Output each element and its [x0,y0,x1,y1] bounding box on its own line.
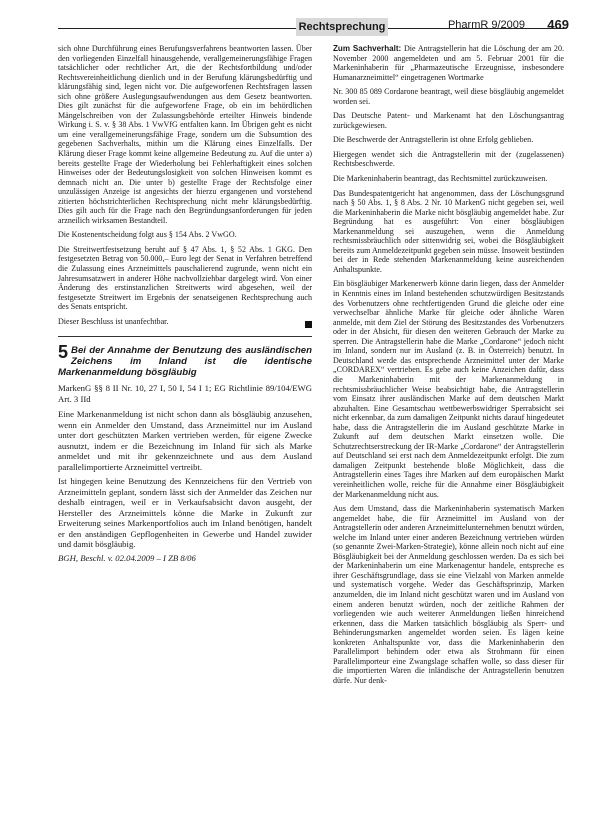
journal-name: PharmR 9/2009 [447,19,525,31]
case-heading [58,342,312,379]
paragraph: Die Streitwertfestsetzung beruht auf § 47 Abs. 1, § 52 Abs. 1 GKG. Den festgesetzten Betrag von 50.000,– Euro legt der Senat in Verfahren betreffend die Zulassung eines Arzneimittels pauschalierend zugrunde, wenn nicht ein Jahresumsatzwert in anderer Höhe nachvollziehbar dargelegt wird. Von einer Änderung des erstinstanzlichen Streitwerts wird abgesehen, weil der festgesetzte Streitwert im Ergebnis der senatseigenen Rechtsprechung auch des Senats entspricht. [58,244,312,312]
paragraph: sich ohne Durchführung eines Berufungsverfahrens beantworten lassen. Über den vorliegenden Einzelfall hinausgehende, verallgemeinerungsfähige Fragen tatsächlicher oder rechtlicher Art, die der Rechtsfortbildung und/oder Rechtsvereinheitlichung dienlich und in der Berufung klärungsbedürftig und klärungsfähig sind, legen nicht vor. Die aufgeworfenen Rechtsfragen lassen sich ohne größere Auslegungsaufwendungen aus dem Gesetz beantworten. Dies gilt zunächst für die aufgeworfene Frage, ob ein im behördlichen Mängelschreiben von der Zulassungsbehörde erteilter Hinweis bindende Wirkung i. S. v. § 38 Abs. 1 VwVfG entfalten kann. Im Übrigen geht es nicht um eine verallgemeinerungsfähige Frage, sondern um die Subsumtion des gegebenen Sachverhalts, mithin um die Klärung eines Einzelfalls. Der Klärung dieser Frage kommt keine allgemeine Bedeutung zu. Auf die unter a) bereits gestellte Frage der Wiederholung bei Fehlerhaftigkeit eines solchen Hinweises oder der Bedeutungslosigkeit von solchen Hinweisen kommt es demnach nicht an. Die unter b) gestellte Frage der Rechtsfolge einer unzulässigen Anzeige ist angesichts der hierzu ergangenen und vorstehend zitierten höchstrichterlichen Rechtsprechung nicht mehr klärungsbedürftig. Dies gilt auch für die Frage nach den Begründungsanforderungen für jeden arzneilich wirksamen Bestandteil. [58,44,312,225]
paragraph: Ein bösgläubiger Markenerwerb könne darin liegen, dass der Anmelder in Kenntnis eines im Inland bestehenden schutzwürdigen Besitzstands des Vorbenutzers ohne rechtfertigenden Grund die gleiche oder eine verwechselbar ähnliche Marke für gleiche oder ähnliche Waren anmelde, mit dem Ziel der Störung des Besitzstandes des Vorbenutzers oder in der Absicht, für diesen den weiteren Gebrauch der Marke zu sperren. Die Antragstellerin habe die Marke „Cordarone“ jedoch nicht im Inland, sondern nur im Ausland (z. B. in Österreich) benutzt. In Deutschland werde das entsprechende Arzneimittel unter der Marke „CORDAREX“ vertrieben. Es gebe auch keine Anzeichen dafür, dass die Markeninhaberin mit der Markenanmeldung in rechtsmissbräuchlicher Weise beabsichtigt habe, die Antragstellerin vom Einsatz ihrer ausländischen Marke auf dem deutschen Markt abzuhalten. Eine Gesamtschau wettbewerbswidriger Sperrabsicht sei nicht erkennbar, da zum damaligen Zeitpunkt nichts darauf hingedeutet habe, dass die Antragstellerin die im Ausland geschützte Marke in Zukunft auf dem deutschen Markt einsetzen wolle. Die Schutzrechtserstreckung der IR-Marke „Cordarone“ der Antragstellerin auf Deutschland sei erst nach dem Anmeldezeitpunkt erfolgt. Die zum damaligen Zeitpunkt bestehende bloße Möglichkeit, dass die Antragstellerin eines Tages ihre Marken auf dem europäischen Markt vereinheitlichen wolle, reiche für die Annahme einer Bösgläubigkeit der Markenanmeldung nicht aus. [333,279,564,499]
case-divider [58,336,312,337]
paragraph: Die Beschwerde der Antragstellerin ist ohne Erfolg geblieben. [333,135,534,145]
paragraph: Aus dem Umstand, dass die Markeninhaberin systematisch Marken angemeldet habe, die für Arzneimittel im Ausland von der Antragstellerin oder anderen Arzneimittelunternehmen benutzt würden, welche im Inland unter einer anderen Bezeichnung vertrieben würden (so genannte Zwei-Marken-Strategie), könne allein noch nicht auf eine Bösgläubigkeit bei der Anmeldung geschlossen werden. Da es sich bei der Markeninhaberin um eine Markenagentur handele, entspreche es ihrer Geschäftsgrundlage, dass sie eine Vielzahl von Marken anmelde und systematisch vorgehe. Weder das Geschäftsprinzip, Marken anzumelden, die im Inland nicht geschützt waren und im Ausland von einem anderen benutzt würden, noch der zeitliche Rahmen der vorliegenden wie auch weiterer Anmeldungen ließen hinreichend erkennen, dass die Marken tatsächlich bösgläubig als Sperr- und Behinderungsmarken angemeldet worden seien. Es lägen keine konkreten Anhaltspunkte vor, dass die Markeninhaberin den Parallelimport behindern oder etwa als Strohmann für einen Parallelimporteur eine Zwangslage schaffen wolle, so dass dieser für die importierten Waren die inländische der Antragstellerin benutzen dürfe. Nur denk- [333,504,564,685]
paragraph: Hiergegen wendet sich die Antragstellerin mit der (zugelassenen) Rechtsbeschwerde. [333,149,564,169]
case-title: Bei der Annahme der Benutzung des ausländischen Zeichens im Inland ist die identische Markenanmeldung bösgläubig [58,345,312,379]
statute-references: MarkenG §§ 8 II Nr. 10, 27 I, 50 I, 54 I 1; EG Richtlinie 89/104/EWG Art. 3 IId [58,383,312,404]
page-number: 469 [547,17,569,32]
paragraph: Die Kostenentscheidung folgt aus § 154 Abs. 2 VwGO. [58,230,237,240]
paragraph-text: Die Antragstellerin hat die Löschung der am 20. November 2000 angemeldeten und am 5. Februar 2001 für die Markeninhaberin für „Pharmazeutische Erzeugnisse, insbesondere Humanarzneimittel“ eingetragenen Wortmarke [333,44,564,82]
paragraph [58,317,312,327]
closing-statement: Dieser Beschluss ist unanfechtbar. [58,316,169,326]
case-number: 5 [58,342,69,363]
headnote [58,409,312,550]
paragraph: Nr. 300 85 089 Cordarone beantragt, weil diese bösgläubig angemeldet worden sei. [333,87,564,106]
right-column [333,44,564,690]
headnote-paragraph: Ist hingegen keine Benutzung des Kennzeichens für den Vertrieb von Arzneimitteln geplant, sondern lässt sich der Anmelder das Zeichen nur deshalb eintragen, weil er in Verkaufsabsicht davon ausgeht, der Hersteller des Arzneimittels könne die Marke in Zukunft zur Erweiterung seines Markenportfolios auch im Inland benötigen, handelt er den anständigen Gepflogenheiten in Gewerbe und Handel zuwider und damit bösgläubig. [58,476,312,550]
headnote-paragraph: Eine Markenanmeldung ist nicht schon dann als bösgläubig anzusehen, wenn ein Anmelder den Umstand, dass Arzneimittel nur im Ausland unter dort geschützten Marken vertrieben werden, für eigene Zwecke ausnutzt, indem er die Bezeichnung im Inland für sich als Marke anmeldet und mit ihr gekennzeichnete und aus dem Ausland parallelimportierte Arzneimittel vertreibt. [58,409,312,472]
court-citation: BGH, Beschl. v. 02.04.2009 – I ZB 8/06 [58,552,196,563]
paragraph [333,44,564,82]
paragraph: Die Markeninhaberin beantragt, das Rechtsmittel zurückzuweisen. [333,174,548,184]
facts-subhead: Zum Sachverhalt: [333,44,402,53]
paragraph: Das Bundespatentgericht hat angenommen, dass der Löschungsgrund nach § 50 Abs. 1, § 8 Abs. 2 Nr. 10 MarkenG nicht gegeben sei, weil die Markeninhaberin die Marke nicht bösgläubig angemeldet habe. Zur Begründung hat es ausgeführt: Von einer bösgläubigen Markenanmeldung sei auszugehen, wenn die Anmeldung rechtsmissbräuchlich oder sittenwidrig sei, wobei die Bösgläubigkeit bereits zum Anmeldezeitpunkt gegeben sein müsse. Insoweit bestünden bei der in Rede stehenden Markenanmeldung keine ausreichenden Anhaltspunkte. [333,188,564,274]
section-label: Rechtsprechung [296,18,388,36]
paragraph: Das Deutsche Patent- und Markenamt hat den Löschungsantrag zurückgewiesen. [333,111,564,130]
left-column [58,44,312,563]
end-mark-icon [305,321,312,328]
